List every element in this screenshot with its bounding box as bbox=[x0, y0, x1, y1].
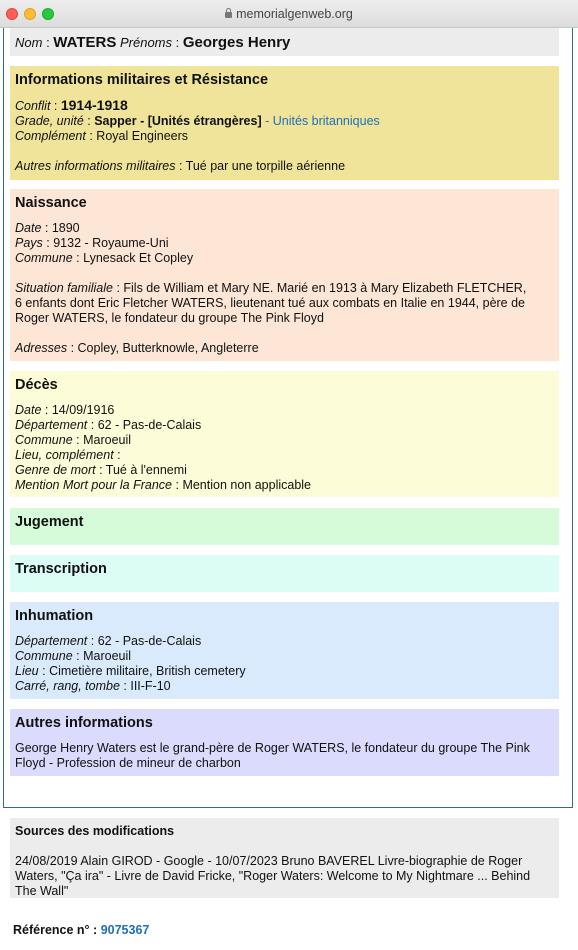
autres-text-line: Floyd - Profession de mineur de charbon bbox=[15, 756, 241, 770]
unites-britanniques-link[interactable]: - Unités britanniques bbox=[265, 114, 380, 128]
browser-titlebar bbox=[0, 0, 578, 28]
prenoms-label: Prénoms bbox=[119, 35, 173, 50]
mention-mpf-row: Mention Mort pour la France : Mention non applicable bbox=[15, 478, 312, 492]
nom-label: Nom bbox=[15, 35, 43, 50]
section-title: Informations militaires et Résistance bbox=[15, 72, 269, 88]
section-inhumation bbox=[10, 602, 559, 699]
situation-familiale-line: Roger WATERS, le fondateur du groupe The Pink Floyd bbox=[15, 311, 324, 325]
inhumation-commune-row: Commune : Maroeuil bbox=[15, 649, 132, 663]
address-bar[interactable] bbox=[0, 7, 578, 21]
naissance-pays-row: Pays : 9132 - Royaume-Uni bbox=[15, 236, 169, 250]
section-title: Jugement bbox=[15, 514, 84, 530]
sources-text-line: Waters, "Ça ira" - Livre de David Fricke, "Roger Waters: Welcome to My Nightmare ... Behind bbox=[15, 869, 531, 883]
sources-text-line: The Wall" bbox=[15, 884, 69, 898]
sources-text-line: 24/08/2019 Alain GIROD - Google - 10/07/2023 Bruno BAVEREL Livre-biographie de Roger bbox=[15, 854, 523, 868]
section-naissance bbox=[10, 189, 559, 361]
section-title: Décès bbox=[15, 377, 58, 393]
situation-familiale-line: 6 enfants dont Eric Fletcher WATERS, lieutenant tué aux combats en Italie en 1944, père de bbox=[15, 296, 526, 310]
autres-text-line: George Henry Waters est le grand-père de Roger WATERS, le fondateur du groupe The Pink bbox=[15, 741, 530, 755]
deces-departement-row: Département : 62 - Pas-de-Calais bbox=[15, 418, 202, 432]
adresses-row: Adresses : Copley, Butterknowle, Angleterre bbox=[15, 341, 259, 355]
lock-icon bbox=[225, 12, 232, 18]
reference bbox=[13, 923, 149, 937]
conflit-row: Conflit : 1914-1918 bbox=[15, 97, 128, 113]
naissance-commune-row: Commune : Lynesack Et Copley bbox=[15, 251, 194, 265]
inhumation-departement-row: Département : 62 - Pas-de-Calais bbox=[15, 634, 202, 648]
name-header: Nom : WATERS Prénoms : Georges Henry bbox=[10, 28, 559, 56]
section-title: Transcription bbox=[15, 561, 107, 577]
section-autres-informations bbox=[10, 709, 559, 776]
section-jugement bbox=[10, 508, 559, 545]
reference-number-link[interactable]: 9075367 bbox=[100, 923, 150, 937]
section-title: Autres informations bbox=[15, 715, 153, 731]
section-title: Naissance bbox=[15, 195, 87, 211]
situation-familiale-row: Situation familiale : Fils de William et Mary NE. Marié en 1913 à Mary Elizabeth FLETCHER, bbox=[15, 281, 527, 295]
url-text: memorialgenweb.org bbox=[236, 7, 353, 21]
section-militaire bbox=[10, 66, 559, 180]
deces-date-row: Date : 14/09/1916 bbox=[15, 403, 115, 417]
complement-row: Complément : Royal Engineers bbox=[15, 129, 189, 143]
sources-box bbox=[10, 818, 559, 898]
carre-rang-tombe-row: Carré, rang, tombe : III-F-10 bbox=[15, 679, 171, 693]
naissance-date-row: Date : 1890 bbox=[15, 221, 80, 235]
autres-militaires-row: Autres informations militaires : Tué par une torpille aérienne bbox=[15, 159, 346, 173]
section-deces bbox=[10, 371, 559, 497]
reference-label: Référence n° : bbox=[13, 923, 98, 937]
genre-mort-row: Genre de mort : Tué à l'ennemi bbox=[15, 463, 187, 477]
grade-row: Grade, unité : Sapper - [Unités étrangères] - Unités britanniques bbox=[15, 114, 380, 128]
section-transcription bbox=[10, 555, 559, 592]
nom-value: WATERS bbox=[53, 34, 117, 51]
sources-title: Sources des modifications bbox=[15, 824, 175, 838]
conflit-value: 1914-1918 bbox=[60, 97, 128, 113]
deces-lieu-row: Lieu, complément : bbox=[15, 448, 121, 462]
grade-value: Sapper - [Unités étrangères] bbox=[94, 114, 262, 128]
inhumation-lieu-row: Lieu : Cimetière militaire, British cemetery bbox=[15, 664, 246, 678]
deces-commune-row: Commune : Maroeuil bbox=[15, 433, 132, 447]
section-title: Inhumation bbox=[15, 608, 94, 624]
prenoms-value: Georges Henry bbox=[182, 34, 291, 51]
